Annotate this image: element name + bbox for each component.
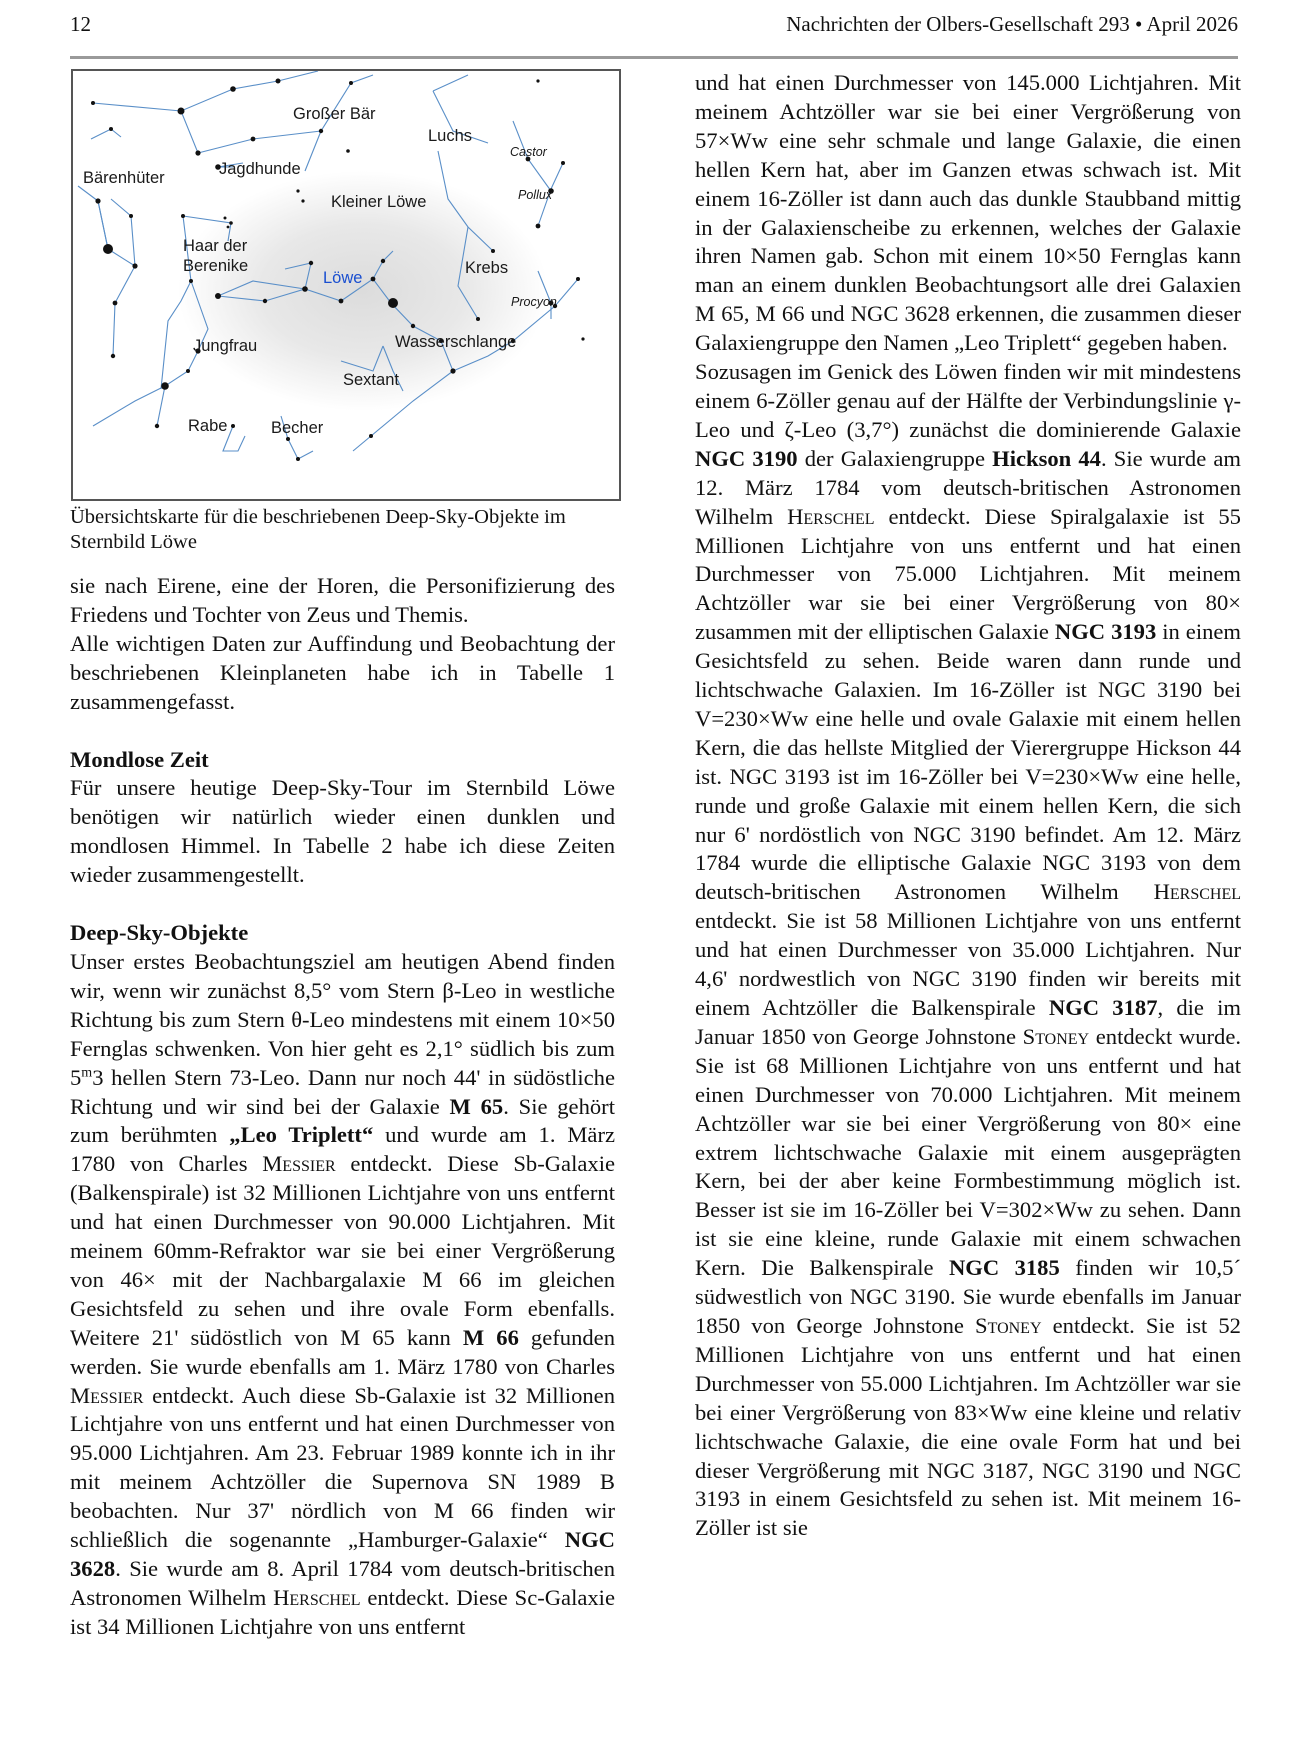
object-ngc3193: NGC 3193 (1054, 619, 1157, 645)
label-becher: Becher (271, 419, 324, 437)
label-pollux: Pollux (518, 188, 553, 202)
label-procyon: Procyon (511, 295, 557, 309)
label-kleiner-loewe: Kleiner Löwe (331, 193, 427, 211)
label-jagdhunde: Jagdhunde (219, 160, 301, 178)
bullet-separator: • (1134, 12, 1143, 36)
figure-caption: Übersichtskarte für die beschriebenen Deep-Sky-Objekte im Sternbild Löwe (70, 506, 566, 553)
right-column (695, 69, 1241, 1543)
label-jungfrau: Jungfrau (193, 337, 258, 355)
header-rule (70, 56, 1238, 59)
section-heading-mondlose-zeit: Mondlose Zeit (70, 746, 209, 772)
label-sextant: Sextant (343, 371, 399, 389)
label-rabe: Rabe (188, 417, 228, 435)
paragraph-m65: Unser erstes Beobachtungsziel am heutigen Abend finden wir, wenn wir zunächst 8,5° vom Stern β-Leo in westliche Richtung bis zum Stern θ-Leo mindestens mit einem 10×50 Fernglas schwenken. Von hier geht es 2,1° südlich bis zum 5$^m$3 hellen Stern 73-Leo. Dann nur noch 44' in südöstliche Richtung und wir sind bei der Galaxie M 65. Sie gehört zum berühmten „Leo Triplett“ und wurde am 1. März 1780 von Charles Messier entdeckt. Diese Sb-Galaxie (Balkenspirale) ist 32 Millionen Lichtjahre von uns entfernt und hat einen Durchmesser von 90.000 Lichtjahren. Mit meinem 60mm-Refraktor war sie bei einer Vergrößerung von 46× mit der Nachbargalaxie M 66 im gleichen Gesichtsfeld zu sehen und ihre ovale Form ebenfalls. Weitere 21' südöstlich von M 65 kann M 66 gefunden werden. Sie wurde ebenfalls am 1. März 1780 von Charles Messier entdeckt. Auch diese Sb-Galaxie ist 32 Millionen Lichtjahre von uns entfernt und hat einen Durchmesser von 95.000 Lichtjahren. Am 23. Februar 1989 konnte ich in ihr mit meinem Achtzöller die Supernova SN 1989 B beobachten. Nur 37' nördlich von M 66 finden wir schließlich die sogenannte „Hamburger-Galaxie“ NGC 3628. Sie wurde am 8. April 1784 vom deutsch-britischen Astronomen Wilhelm Herschel entdeckt. Diese Sc-Galaxie ist 34 Millionen Lichtjahre von uns entfernt (70, 948, 615, 1639)
paragraph: sie nach Eirene, eine der Horen, die Personifizierung des Friedens und Tochter von Zeus und Themis. (70, 573, 615, 627)
object-leo-triplett: „Leo Triplett“ (229, 1122, 374, 1148)
object-ngc3628: NGC 3628 (70, 1527, 615, 1581)
label-loewe: Löwe (323, 269, 363, 287)
paragraph: und hat einen Durchmesser von 145.000 Lichtjahren. Mit meinem Achtzöller war sie bei einer Vergrößerung von 57×Ww eine sehr schmale und lange Galaxie, die einen hellen Kern hat, aber im Ganzen etwas schwach ist. Mit einem 16-Zöller ist dann auch das dunkle Staubband mittig in der Galaxienscheibe zu erkennen, welches der Galaxie ihren Namen gab. Schon mit einem 10×50 Fernglas kann man an einem dunklen Beobachtungsort alle drei Galaxien M 65, M 66 und NGC 3628 erkennen, die zusammen dieser Galaxiengruppe den Namen „Leo Triplett“ gegeben haben. (695, 70, 1241, 356)
left-column (70, 572, 615, 1642)
label-luchs: Luchs (428, 127, 473, 145)
paragraph: Alle wichtigen Daten zur Auffindung und Beobachtung der beschriebenen Kleinplaneten habe ich in Tabelle 1 zusammengefasst. (70, 630, 615, 714)
object-hickson44: Hickson 44 (992, 445, 1101, 471)
page-header (70, 12, 1238, 42)
object-m65: M 65 (449, 1093, 504, 1119)
section-heading-deep-sky-objekte: Deep-Sky-Objekte (70, 920, 249, 946)
object-ngc3185: NGC 3185 (948, 1255, 1060, 1281)
star-chart (73, 71, 619, 499)
running-title (786, 12, 1238, 37)
issue-date: April 2026 (1146, 12, 1238, 36)
label-haar-der: Haar der (183, 237, 248, 255)
object-ngc3187: NGC 3187 (1048, 995, 1158, 1020)
object-ngc3190: NGC 3190 (695, 445, 798, 471)
label-berenike: Berenike (183, 257, 249, 275)
paragraph-ngc3190: Sozusagen im Genick des Löwen finden wir mit mindestens einem 6-Zöller genau auf der Hälfte der Verbindungslinie γ-Leo und ζ-Leo (3,7°) zunächst die dominierende Galaxie NGC 3190 der Galaxiengruppe Hickson 44. Sie wurde am 12. März 1784 vom deutsch-britischen Astronomen Wilhelm Herschel entdeckt. Diese Spiralgalaxie ist 55 Millionen Lichtjahre von uns entfernt und hat einen Durchmesser von 75.000 Lichtjahren. Mit meinem Achtzöller war sie bei einer Vergrößerung von 80× zusammen mit der elliptischen Galaxie NGC 3193 in einem Gesichtsfeld zu sehen. Beide waren dann runde und lichtschwache Galaxien. Im 16-Zöller ist NGC 3190 bei V=230×Ww eine helle und ovale Galaxie mit einem hellen Kern, die das hellste Mitglied der Vierergruppe Hickson 44 ist. NGC 3193 ist im 16-Zöller bei V=230×Ww eine helle, runde und große Galaxie mit einem hellen Kern, die sich nur 6' nordöstlich von NGC 3190 befindet. Am 12. März 1784 wurde die elliptische Galaxie NGC 3193 von dem deutsch-britischen Astronomen Wilhelm Herschel entdeckt. Sie ist 58 Millionen Lichtjahre von uns entfernt und hat einen Durchmesser von 35.000 Lichtjahren. Nur 4,6' nordwestlich von NGC 3190 finden wir bereits mit einem Achtzöller die Balkenspirale NGC 3187, die im Januar 1850 von George Johnstone Stoney entdeckt wurde. Sie ist 68 Millionen Lichtjahre von uns entfernt und hat einen Durchmesser von 70.000 Lichtjahren. Mit meinem Achtzöller war sie bei einer Vergrößerung von 80× eine extrem lichtschwache Galaxie mit einem ausgeprägten Kern, bei der aber keine Formbestimmung möglich ist. Besser ist sie im 16-Zöller bei V=302×Ww zu sehen. Dann ist sie eine kleine, runde Galaxie mit einem schwachen Kern. Die Balkenspirale NGC 3185 finden wir 10,5´ südwestlich von NGC 3190. Sie wurde ebenfalls im Januar 1850 von George Johnstone Stoney entdeckt. Sie ist 52 Millionen Lichtjahre von uns entfernt und hat einen Durchmesser von 55.000 Lichtjahren. Im Achtzöller war sie bei einer Vergrößerung von 83×Ww eine kleine und relativ lichtschwache Galaxie, die eine ovale Form hat und bei dieser Vergrößerung mit NGC 3187, NGC 3190 und NGC 3193 in einem Gesichtsfeld zu sehen ist. Mit meinem 16-Zöller ist sie (695, 359, 1242, 1541)
label-grosser-baer: Großer Bär (293, 105, 376, 123)
label-baerenhueter: Bärenhüter (83, 169, 165, 187)
page-number: 12 (70, 12, 91, 36)
star-chart-figure (71, 69, 621, 501)
journal-name: Nachrichten der Olbers-Gesellschaft 293 (786, 12, 1130, 36)
paragraph: Für unsere heutige Deep-Sky-Tour im Sternbild Löwe benötigen wir natürlich wieder einen dunklen und mondlosen Himmel. In Tabelle 2 habe ich diese Zeiten wieder zusammengestellt. (70, 775, 615, 888)
label-castor: Castor (510, 145, 547, 159)
label-wasserschlange: Wasserschlange (395, 333, 517, 351)
object-m66: M 66 (462, 1324, 519, 1350)
label-krebs: Krebs (465, 259, 509, 277)
